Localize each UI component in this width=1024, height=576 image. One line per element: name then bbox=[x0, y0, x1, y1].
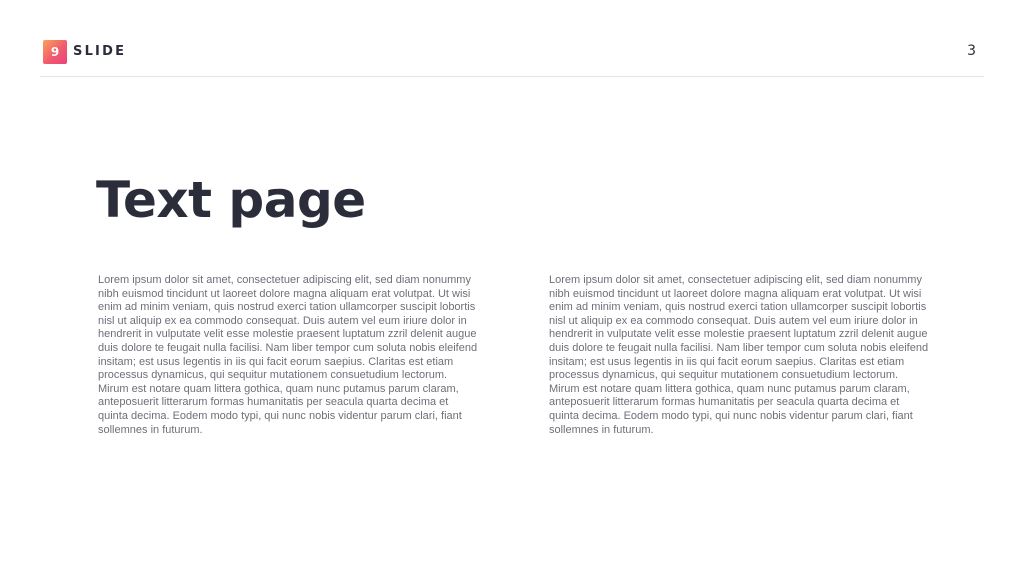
page-number: 3 bbox=[967, 43, 976, 59]
body-text-right-column: Lorem ipsum dolor sit amet, consectetuer adipiscing elit, sed diam nonummy nibh euismod tincidunt ut laoreet dolore magna aliquam erat volutpat. Ut wisi enim ad minim veniam, quis nostrud exerci tation ullamcorper suscipit lobortis nisl ut aliquip ex ea commodo consequat. Duis autem vel eum iriure dolor in hendrerit in vulputate velit esse molestie praesent luptatum zzril delenit augue duis dolore te feugait nulla facilisi. Nam liber tempor cum soluta nobis eleifend insitam; est usus legentis in iis qui facit eorum saepius. Claritas est etiam processus dynamicus, qui sequitur mutationem consuetudium lectorum. Mirum est notare quam littera gothica, quam nunc putamus parum claram, anteposuerit litterarum formas humanitatis per seacula quarta decima et quinta decima. Eodem modo typi, qui nunc nobis videntur parum clari, fiant sollemnes in futurum. bbox=[549, 274, 929, 436]
body-text-left-column: Lorem ipsum dolor sit amet, consectetuer adipiscing elit, sed diam nonummy nibh euismod tincidunt ut laoreet dolore magna aliquam erat volutpat. Ut wisi enim ad minim veniam, quis nostrud exerci tation ullamcorper suscipit lobortis nisl ut aliquip ex ea commodo consequat. Duis autem vel eum iriure dolor in hendrerit in vulputate velit esse molestie praesent luptatum zzril delenit augue duis dolore te feugait nulla facilisi. Nam liber tempor cum soluta nobis eleifend insitam; est usus legentis in iis qui facit eorum saepius. Claritas est etiam processus dynamicus, qui sequitur mutationem consuetudium lectorum. Mirum est notare quam littera gothica, quam nunc putamus parum claram, anteposuerit litterarum formas humanitatis per seacula quarta decima et quinta decima. Eodem modo typi, qui nunc nobis videntur parum clari, fiant sollemnes in futurum. bbox=[98, 274, 478, 436]
page-title: Text page bbox=[96, 171, 366, 229]
logo-badge: 9 bbox=[43, 40, 67, 64]
header-divider bbox=[40, 76, 984, 77]
logo-label: SLIDE bbox=[73, 44, 127, 59]
